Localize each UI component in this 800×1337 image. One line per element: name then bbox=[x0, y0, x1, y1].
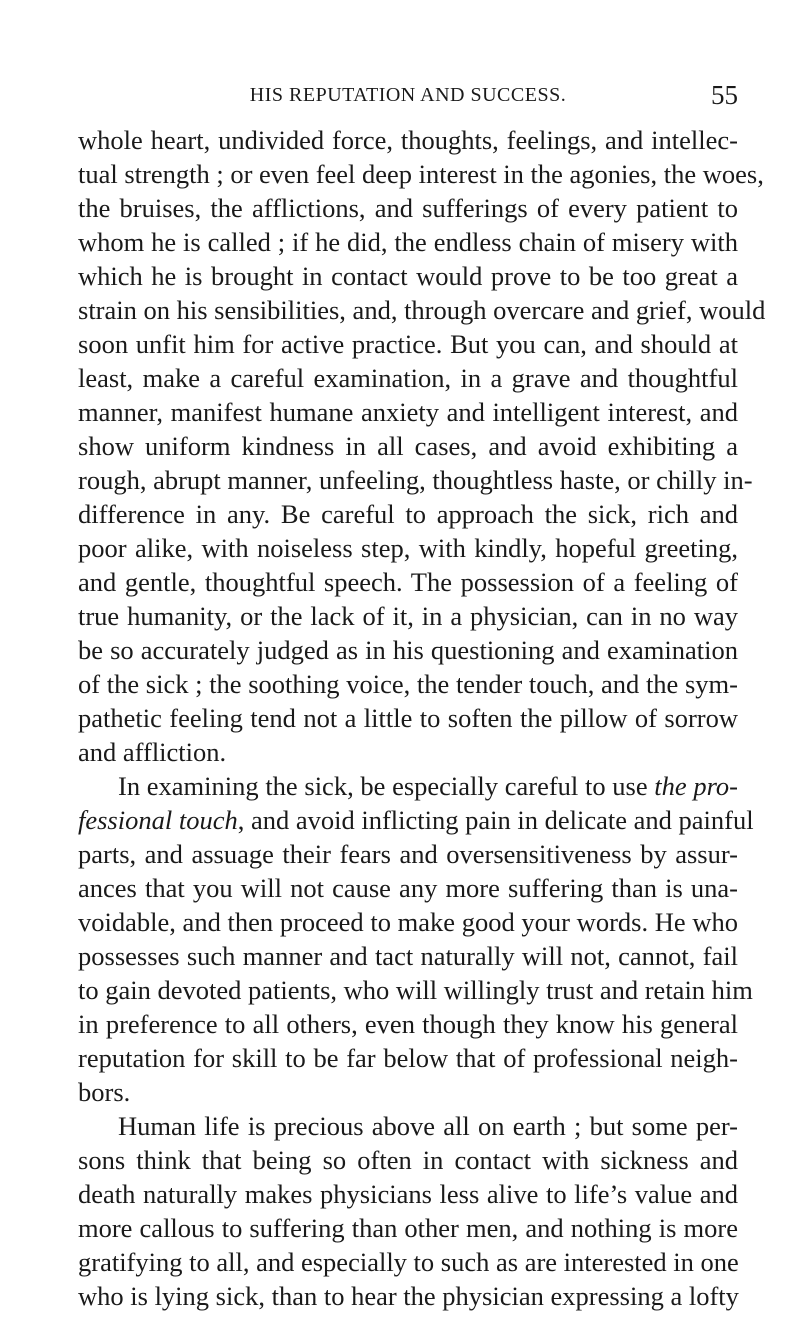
text-line: possesses such manner and tact naturally will not, cannot, fail bbox=[78, 941, 738, 971]
text-line: Human life is precious above all on earth ; but some per- bbox=[118, 1111, 738, 1141]
text-line: who is lying sick, than to hear the physician expressing a lofty bbox=[78, 1281, 739, 1311]
text-line: gratifying to all, and especially to such as are interested in one bbox=[78, 1247, 739, 1277]
text-line: bors. bbox=[78, 1077, 131, 1107]
text-line: soon unfit him for active practice. But you can, and should at bbox=[78, 329, 738, 359]
text-line: show uniform kindness in all cases, and avoid exhibiting a bbox=[78, 431, 738, 461]
text-line: reputation for skill to be far below that of professional neigh- bbox=[78, 1043, 738, 1073]
text-line: ances that you will not cause any more suffering than is una- bbox=[78, 873, 738, 903]
text-line: sons think that being so often in contact with sickness and bbox=[78, 1145, 738, 1175]
text-run: , and avoid inflicting pain in delicate and painful bbox=[237, 805, 754, 835]
text-line: pathetic feeling tend not a little to soften the pillow of sorrow bbox=[78, 703, 738, 733]
text-line: and affliction. bbox=[78, 737, 227, 767]
text-line: be so accurately judged as in his questioning and examination bbox=[78, 635, 738, 665]
italic-run: the pro- bbox=[654, 771, 738, 801]
text-line: rough, abrupt manner, unfeeling, thoughtless haste, or chilly in- bbox=[78, 465, 753, 495]
text-line: death naturally makes physicians less alive to life’s value and bbox=[78, 1179, 738, 1209]
text-line: true humanity, or the lack of it, in a physician, can in no way bbox=[78, 601, 738, 631]
page-number: 55 bbox=[711, 80, 738, 110]
text-line: to gain devoted patients, who will willingly trust and retain him bbox=[78, 975, 753, 1005]
text-line: manner, manifest humane anxiety and intelligent interest, and bbox=[78, 397, 738, 427]
text-line: and gentle, thoughtful speech. The possession of a feeling of bbox=[78, 567, 738, 597]
text-line: whole heart, undivided force, thoughts, feelings, and intellec- bbox=[78, 125, 738, 155]
text-line: strain on his sensibilities, and, through overcare and grief, would bbox=[78, 295, 766, 325]
text-line: least, make a careful examination, in a grave and thoughtful bbox=[78, 363, 738, 393]
text-line: poor alike, with noiseless step, with kindly, hopeful greeting, bbox=[78, 533, 738, 563]
text-line: in preference to all others, even though they know his general bbox=[78, 1009, 738, 1039]
text-line: of the sick ; the soothing voice, the tender touch, and the sym- bbox=[78, 669, 738, 699]
running-title: HIS REPUTATION AND SUCCESS. bbox=[249, 84, 567, 106]
text-line: voidable, and then proceed to make good your words. He who bbox=[78, 907, 738, 937]
text-line: whom he is called ; if he did, the endless chain of misery with bbox=[78, 227, 738, 257]
running-header bbox=[78, 80, 738, 120]
text-line bbox=[118, 769, 738, 803]
text-line: which he is brought in contact would prove to be too great a bbox=[78, 261, 738, 291]
text-line: tual strength ; or even feel deep interest in the agonies, the woes, bbox=[78, 159, 764, 189]
text-run: In examining the sick, be especially careful to use bbox=[118, 771, 655, 801]
text-line: parts, and assuage their fears and oversensitiveness by assur- bbox=[78, 839, 738, 869]
italic-run: fessional touch bbox=[78, 805, 238, 835]
text-line: difference in any. Be careful to approach the sick, rich and bbox=[78, 499, 738, 529]
text-line: the bruises, the afflictions, and sufferings of every patient to bbox=[78, 193, 738, 223]
text-line: more callous to suffering than other men, and nothing is more bbox=[78, 1213, 738, 1243]
text-line bbox=[78, 803, 754, 837]
